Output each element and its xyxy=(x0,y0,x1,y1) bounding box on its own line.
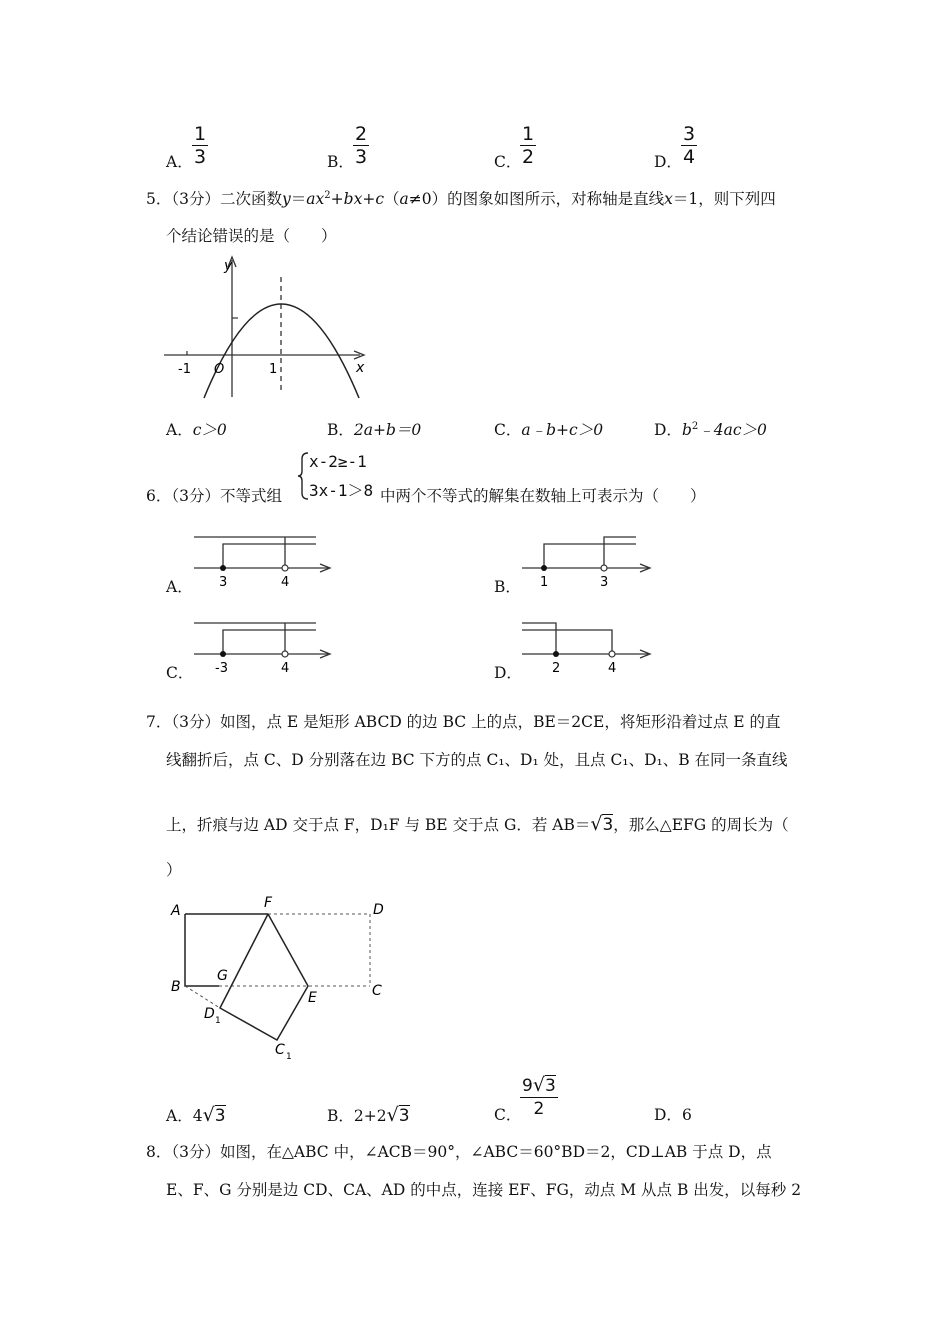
radicand: 3 xyxy=(398,1106,410,1126)
var-a: a xyxy=(399,190,409,208)
paren: （ xyxy=(384,190,400,208)
q5-stem-line1 xyxy=(146,189,776,209)
label-C1-sub: 1 xyxy=(286,1052,292,1062)
tick-left: 3 xyxy=(219,575,228,590)
option-value: 6 xyxy=(681,1106,692,1124)
q6-option-a-numberline xyxy=(190,532,340,592)
q5-option-d xyxy=(654,420,767,440)
q8-stem-line1 xyxy=(146,1142,772,1162)
q7-option-b xyxy=(327,1105,410,1126)
option-letter: B． xyxy=(327,1107,354,1125)
numerator xyxy=(520,1075,558,1096)
label-E: E xyxy=(308,990,317,1006)
sqrt-icon: √ xyxy=(202,1104,215,1126)
option-letter: D． xyxy=(654,1106,682,1124)
option-letter: B． xyxy=(327,421,354,439)
q6-option-d-letter: D． xyxy=(494,664,522,682)
q8-stem-line2: E、F、G 分别是边 CD、CA、AD 的中点，连接 EF、FG，动点 M 从点 B 出发，以每秒 2 xyxy=(166,1181,802,1199)
q4-option-c-fraction xyxy=(520,124,536,167)
q7-stem-line1 xyxy=(146,712,780,732)
coefficient: 4 xyxy=(192,1107,203,1125)
q5-option-b xyxy=(327,420,421,440)
q4-option-a-fraction xyxy=(192,124,208,167)
numerator: 1 xyxy=(194,123,207,145)
tick-label-1: 1 xyxy=(269,362,278,377)
coefficient: 9 xyxy=(522,1076,533,1096)
question-number: 6． xyxy=(146,487,172,505)
numerator: 2 xyxy=(355,123,368,145)
sqrt-icon: √ xyxy=(590,813,603,835)
radicand: 3 xyxy=(544,1076,556,1096)
numerator: 1 xyxy=(522,123,535,145)
option-expr: ﹣4ac＞0 xyxy=(698,421,767,439)
term-c: c xyxy=(375,190,385,208)
q7-option-a xyxy=(166,1105,226,1126)
denominator: 4 xyxy=(683,146,696,168)
q7-rectangle-fold-figure xyxy=(165,890,405,1065)
q4-option-b-fraction xyxy=(353,124,369,167)
label-A: A xyxy=(171,903,181,919)
q6-option-b-letter: B． xyxy=(494,578,521,596)
q7-stem-line3 xyxy=(166,814,789,835)
label-D1-sub: 1 xyxy=(215,1016,221,1026)
q7-text: ，那么△EFG 的周长为（ xyxy=(613,816,789,834)
denominator: 2 xyxy=(533,1099,545,1119)
question-score: （3分） xyxy=(171,487,220,505)
question-number: 7． xyxy=(146,713,172,731)
radicand: 3 xyxy=(214,1106,226,1126)
q5-parabola-graph xyxy=(160,252,375,402)
q6-inequality-2: 3x-1＞8 xyxy=(309,481,374,500)
var-y: y xyxy=(282,190,291,208)
q7-text: 上，折痕与边 AD 交于点 F，D₁F 与 BE 交于点 G．若 AB＝ xyxy=(166,816,591,834)
tick-right: 4 xyxy=(281,575,290,590)
option-expr: c＞0 xyxy=(192,421,227,439)
label-B: B xyxy=(171,979,181,995)
q5-text: 的图象如图所示，对称轴是直线 xyxy=(447,190,665,208)
q5-stem-line2: 个结论错误的是（ ） xyxy=(166,227,337,245)
q7-stem-line2: 线翻折后，点 C、D 分别落在边 BC 下方的点 C₁、D₁ 处，且点 C₁、D₁、B 在同一条直线 xyxy=(166,751,788,769)
option-letter: C． xyxy=(494,421,522,439)
sqrt-icon: √ xyxy=(386,1104,399,1126)
q7-stem-line4: ） xyxy=(166,861,182,879)
tick-right: 4 xyxy=(608,661,617,676)
q6-option-d-numberline xyxy=(518,618,668,678)
q4-option-a-letter: A． xyxy=(166,153,193,171)
option-expr: b xyxy=(681,421,692,439)
term-ax: ax xyxy=(306,190,325,208)
brace-icon xyxy=(296,451,310,501)
y-axis-label: y xyxy=(224,258,233,274)
q6-stem-b: 中两个不等式的解集在数轴上可表示为（ ） xyxy=(380,487,706,505)
denominator: 2 xyxy=(522,146,535,168)
option-expr: a﹣b+c＞0 xyxy=(521,421,604,439)
label-D: D xyxy=(373,902,384,918)
fraction-bar xyxy=(520,1097,558,1098)
label-D1: D xyxy=(204,1006,215,1022)
q7-text: 如图，点 E 是矩形 ABCD 的边 BC 上的点，BE＝2CE，将矩形沿着过点 E 的直 xyxy=(220,713,781,731)
term-bx: bx xyxy=(343,190,363,208)
equals: ＝ xyxy=(290,190,307,208)
question-score: （3分） xyxy=(171,1143,220,1161)
tick-label-neg1: -1 xyxy=(178,362,191,377)
tick-right: 4 xyxy=(281,661,290,676)
tick-left: -3 xyxy=(215,661,228,676)
q6-text: 不等式组 xyxy=(220,487,283,505)
label-G: G xyxy=(217,968,228,984)
q5-text: ＝1，则下列四 xyxy=(672,190,776,208)
q6-stem-a xyxy=(146,486,282,506)
q7-option-d xyxy=(654,1105,692,1125)
option-letter: A． xyxy=(166,1107,193,1125)
plus: + xyxy=(330,190,344,208)
numerator: 3 xyxy=(683,123,696,145)
option-letter: D． xyxy=(654,421,682,439)
q7-option-c-letter: C． xyxy=(494,1106,522,1124)
q6-option-c-letter: C． xyxy=(166,664,194,682)
q7-option-c-fraction xyxy=(520,1075,558,1119)
sqrt-icon: √ xyxy=(532,1074,545,1096)
option-letter: A． xyxy=(166,421,193,439)
q6-option-c-numberline xyxy=(190,618,340,678)
x-axis-label: x xyxy=(356,360,365,376)
label-C1: C xyxy=(275,1042,285,1058)
question-number: 8． xyxy=(146,1143,172,1161)
tick-left: 1 xyxy=(540,575,549,590)
option-expr: 2a+b＝0 xyxy=(353,421,422,439)
plus: + xyxy=(362,190,376,208)
question-number: 5． xyxy=(146,190,172,208)
q4-option-b-letter: B． xyxy=(327,153,354,171)
q4-option-d-letter: D． xyxy=(654,153,682,171)
q5-text: 二次函数 xyxy=(220,190,283,208)
denominator: 3 xyxy=(355,146,368,168)
radicand: 3 xyxy=(602,815,614,835)
denominator: 3 xyxy=(194,146,207,168)
origin-label: O xyxy=(214,362,225,377)
q8-text: 如图，在△ABC 中，∠ACB＝90°，∠ABC＝60°BD＝2，CD⊥AB 于点 D，点 xyxy=(220,1143,772,1161)
label-C: C xyxy=(372,983,382,999)
question-score: （3分） xyxy=(171,190,220,208)
var-x: x xyxy=(664,190,673,208)
exponent: 2 xyxy=(324,189,331,201)
exponent: 2 xyxy=(691,420,699,432)
tick-right: 3 xyxy=(600,575,609,590)
q5-option-a xyxy=(166,420,227,440)
q6-option-a-letter: A． xyxy=(166,578,193,596)
label-F: F xyxy=(264,895,273,911)
question-score: （3分） xyxy=(171,713,220,731)
q5-option-c xyxy=(494,420,603,440)
q4-option-c-letter: C． xyxy=(494,153,522,171)
q6-option-b-numberline xyxy=(518,532,668,592)
tick-left: 2 xyxy=(552,661,561,676)
q6-inequality-1: x-2≥-1 xyxy=(309,452,367,471)
q4-option-d-fraction xyxy=(681,124,697,167)
condition: ≠0） xyxy=(408,190,448,208)
coefficient: 2+2 xyxy=(353,1107,387,1125)
